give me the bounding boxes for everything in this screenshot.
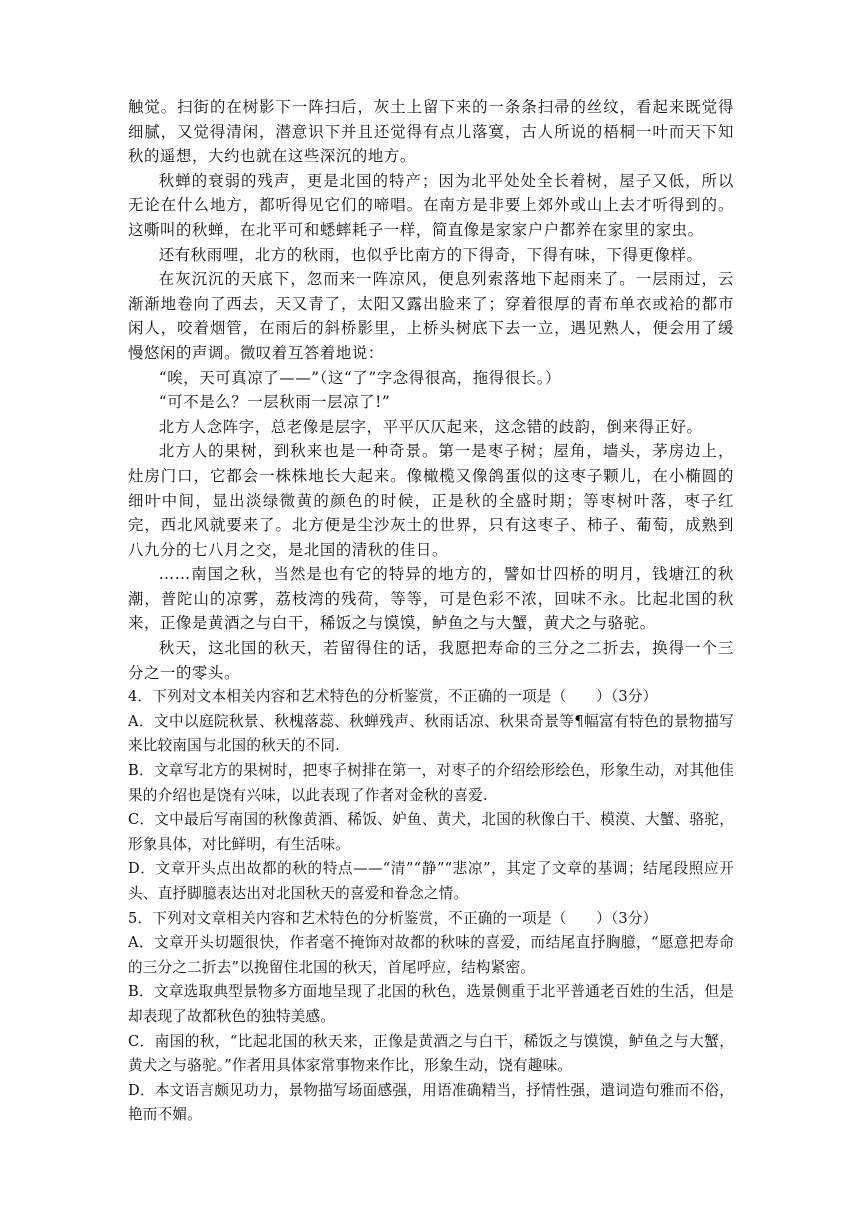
question-4 [128, 685, 734, 906]
paragraph: 秋天，这北国的秋天，若留得住的话，我愿把寿命的三分之二折去，换得一个三分之一的零头。 [128, 639, 734, 682]
option-c: C．南国的秋，“比起北国的秋天来，正像是黄酒之与白干，稀饭之与馍馍，鲈鱼之与大蟹，黄犬之与骆驼。”作者用具体家常事物来作比，形象生动，饶有趣味。 [128, 1032, 734, 1075]
option-d: D．文章开头点出故都的秋的特点——“清”“静”“悲凉”，其定了文章的基调；结尾段照应开头、直抒脚臆表达出对北国秋天的喜爱和眷念之情。 [128, 860, 734, 902]
question-5 [128, 907, 734, 1128]
question-stem: 5．下列对文章相关内容和艺术特色的分析鉴赏，不正确的一项是（ ）（3分） [128, 909, 658, 927]
option-a: A．文中以庭院秋景、秋槐落蕊、秋蝉残声、秋雨话凉、秋果奇景等¶幅富有特色的景物描写来比较南国与北国的秋天的不同. [128, 712, 734, 755]
paragraph: 北方人的果树，到秋来也是一种奇景。第一是枣子树；屋角，墙头，茅房边上，灶房门口，它都会一株株地长大起来。像橄榄又像鸽蛋似的这枣子颗儿，在小椭圆的细叶中间，显出淡绿微黄的颜色的时候，正是秋的全盛时期；等枣树叶落，枣子红完，西北风就要来了。北方便是尘沙灰土的世界，只有这枣子、柿子、葡萄，成熟到八九分的七八月之交，是北国的清秋的佳日。 [128, 442, 734, 559]
paragraph: 在灰沉沉的天底下，忽而来一阵凉风，便息列索落地下起雨来了。一层雨过，云渐渐地卷向了西去，天又青了，太阳又露出脸来了；穿着很厚的青布单衣或袷的都市闲人，咬着烟管，在雨后的斜桥影里，上桥头树底下去一立，遇见熟人，便会用了缓慢悠闲的声调。微叹着互答着地说： [128, 270, 734, 362]
essay-passage [128, 95, 734, 685]
paragraph: 北方人念阵字，总老像是层字，平平仄仄起来，这念错的歧韵，倒来得正好。 [158, 417, 703, 436]
question-stem: 4．下列对文本相关内容和艺术特色的分析鉴赏，不正确的一项是（ ）（3分） [128, 688, 658, 706]
paragraph: ……南国之秋，当然是也有它的特异的地方的，譬如廿四桥的明月，钱塘江的秋潮，普陀山的凉雾，荔枝湾的残荷，等等，可是色彩不浓，回味不永。比起北国的秋来，正像是黄酒之与白干，稀饭之与馍馍，鲈鱼之与大蟹，黄犬之与骆驼。 [128, 565, 734, 633]
option-d: D．本文语言颇见功力，景物描写场面感强，用语准确精当，抒情性强，遣词造句雅而不俗，艳而不媚。 [128, 1081, 734, 1124]
paragraph: 秋蝉的衰弱的残声，更是北国的特产；因为北平处处全长着树，屋子又低，所以无论在什么地方，都听得见它们的啼唱。在南方是非要上郊外或山上去才听得到的。这嘶叫的秋蝉，在北平可和蟋蟀耗子一样，简直像是家家户户都养在家里的家虫。 [128, 171, 734, 239]
paragraph: 触觉。扫街的在树影下一阵扫后，灰土上留下来的一条条扫帚的丝纹，看起来既觉得细腻，又觉得清闲，潜意识下并且还觉得有点儿落寞，古人所说的梧桐一叶而天下知秋的遥想，大约也就在这些深沉的地方。 [128, 98, 734, 166]
paragraph: 还有秋雨哩，北方的秋雨，也似乎比南方的下得奇，下得有味，下得更像样。 [158, 245, 703, 264]
option-a: A．文章开头切题很快，作者毫不掩饰对故都的秋味的喜爱，而结尾直抒胸臆，“愿意把寿命的三分之二折去”以挽留住北国的秋天，首尾呼应，结构紧密。 [128, 934, 734, 976]
dialogue-line: “唉，天可真凉了——”（这“了”字念得很高，拖得很长。） [158, 368, 562, 387]
option-b: B．文章写北方的果树时，把枣子树排在第一，对枣子的介绍绘形绘色，形象生动，对其他佳果的介绍也是饶有兴味，以此表现了作者对金秋的喜爱. [128, 762, 734, 804]
dialogue-line: “可不是么？一层秋雨一层凉了!” [158, 393, 391, 412]
option-b: B．文章选取典型景物多方面地呈现了北国的秋色，选景侧重于北平普通老百姓的生活，但是却表现了故都秋色的独特美感。 [128, 983, 734, 1025]
option-c: C．文中最后写南国的秋像黄酒、稀饭、妒鱼、黄犬，北国的秋像白干、模漠、大蟹、骆驼，形象具体，对比鲜明，有生活味。 [128, 811, 734, 853]
